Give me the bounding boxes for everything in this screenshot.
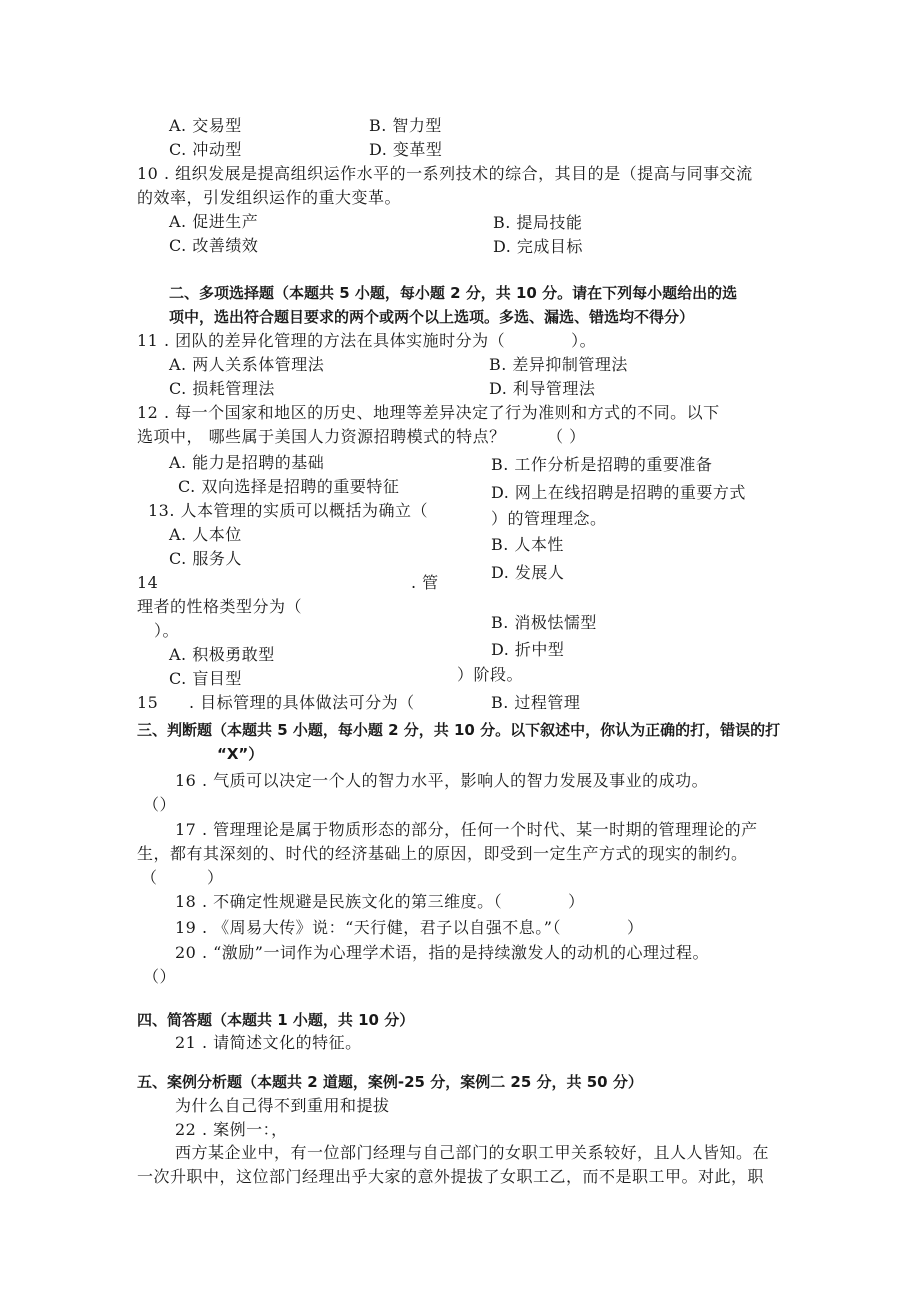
q22-label: 22 . 案例一：， <box>175 1120 288 1139</box>
q13-stem: 13. 人本管理的实质可以概括为确立（ <box>148 501 429 520</box>
q9-option-a: A. 交易型 <box>169 116 242 135</box>
q12-option-a: A. 能力是招聘的基础 <box>169 453 325 472</box>
q16-answer-paren: （） <box>143 795 177 814</box>
section4-heading: 四、简答题（本题共 1 小题，共 10 分） <box>137 1011 415 1029</box>
q11-option-d: D. 利导管理法 <box>489 379 596 398</box>
q14-option-d: D. 折中型 <box>491 640 565 659</box>
q12-option-b: B. 工作分析是招聘的重要准备 <box>491 455 713 474</box>
q12-option-c: C. 双向选择是招聘的重要特征 <box>178 477 400 496</box>
q9-option-d: D. 变革型 <box>369 140 443 159</box>
q17-stem-line1: 17 . 管理理论是属于物质形态的部分，任何一个时代、某一时期的管理理论的产 <box>175 820 758 839</box>
q17-stem-line2: 生，都有其深刻的、时代的经济基础上的原因，即受到一定生产方式的现实的制约。 <box>137 844 748 863</box>
section2-heading-line2: 项中，选出符合题目要求的两个或两个以上选项。多选、漏选、错选均不得分） <box>169 308 695 326</box>
section3-heading-line2: “X”） <box>217 745 264 763</box>
q13-option-c: C. 服务人 <box>169 549 242 568</box>
q22-paragraph-line1: 西方某企业中，有一位部门经理与自己部门的女职工甲关系较好，且人人皆知。在 <box>175 1143 770 1162</box>
section3-heading: 三、判断题（本题共 5 小题，每小题 2 分，共 10 分。以下叙述中，你认为正确的打，错误的打 <box>137 721 781 739</box>
section5-heading: 五、案例分析题（本题共 2 道题，案例-25 分，案例二 25 分，共 50 分） <box>137 1073 643 1091</box>
q10-option-a: A. 促进生产 <box>169 212 259 231</box>
q10-option-d: D. 完成目标 <box>493 237 583 256</box>
q9-option-b: B. 智力型 <box>369 116 442 135</box>
q21-stem: 21 . 请简述文化的特征。 <box>175 1033 362 1052</box>
q22-paragraph-line2: 一次升职中，这位部门经理出乎大家的意外提拔了女职工乙，而不是职工甲。对此，职 <box>137 1167 765 1186</box>
q14-option-a: A. 积极勇敢型 <box>169 645 275 664</box>
q9-option-c: C. 冲动型 <box>169 140 242 159</box>
q14-option-b: B. 消极怯懦型 <box>491 613 597 632</box>
q11-option-c: C. 损耗管理法 <box>169 379 275 398</box>
q11-option-a: A. 两人关系体管理法 <box>169 355 325 374</box>
q12-stem-line2: 选项中， 哪些属于美国人力资源招聘模式的特点？ （ ） <box>137 427 586 446</box>
q13-option-b: B. 人本性 <box>491 535 564 554</box>
q12-stem-line1: 12 . 每一个国家和地区的历史、地理等差异决定了行为准则和方式的不同。以下 <box>137 403 720 422</box>
q20-stem: 20 . “激励”一词作为心理学术语，指的是持续激发人的动机的心理过程。 <box>175 943 709 962</box>
q13-option-d: D. 发展人 <box>491 563 565 582</box>
q20-answer-paren: （） <box>143 967 177 986</box>
q15-stem-end: ）阶段。 <box>457 665 524 684</box>
q11-stem: 11 . 团队的差异化管理的方法在具体实施时分为（ ）。 <box>137 331 597 350</box>
q16-stem: 16 . 气质可以决定一个人的智力水平，影响人的智力发展及事业的成功。 <box>175 771 709 790</box>
q14-number: 14 <box>137 573 159 592</box>
q14-stem-line2: 理者的性格类型分为（ <box>137 597 303 616</box>
q10-option-b: B. 提局技能 <box>493 213 583 232</box>
q15-stem: . 目标管理的具体做法可分为（ <box>189 693 415 712</box>
q11-option-b: B. 差异抑制管理法 <box>489 355 628 374</box>
q14-option-c: C. 盲目型 <box>169 669 242 688</box>
q10-stem-line1: 10 . 组织发展是提高组织运作水平的一系列技术的综合，其目的是（提高与同事交流 <box>137 164 753 183</box>
q13-option-a: A. 人本位 <box>169 525 242 544</box>
q10-option-c: C. 改善绩效 <box>169 236 259 255</box>
q13-stem-end: ）的管理理念。 <box>491 509 607 528</box>
q12-option-d: D. 网上在线招聘是招聘的重要方式 <box>491 483 746 502</box>
q14-stem-fragment: . 管 <box>411 573 439 592</box>
section2-heading-line1: 二、多项选择题（本题共 5 小题，每小题 2 分，共 10 分。请在下列每小题给出的选 <box>169 284 738 302</box>
q15-number: 15 <box>137 693 159 712</box>
q19-stem: 19 . 《周易大传》说：“天行健，君子以自强不息。”（ ） <box>175 918 644 937</box>
q17-answer-paren: （ ） <box>141 868 224 887</box>
q15-option-b: B. 过程管理 <box>491 693 581 712</box>
q10-stem-line2: 的效率，引发组织运作的重大变革。 <box>137 188 402 207</box>
q18-stem: 18 . 不确定性规避是民族文化的第三维度。（ ） <box>175 892 585 911</box>
q14-stem-line3: ）。 <box>154 621 180 640</box>
q22-case-title: 为什么自己得不到重用和提拔 <box>175 1096 390 1115</box>
